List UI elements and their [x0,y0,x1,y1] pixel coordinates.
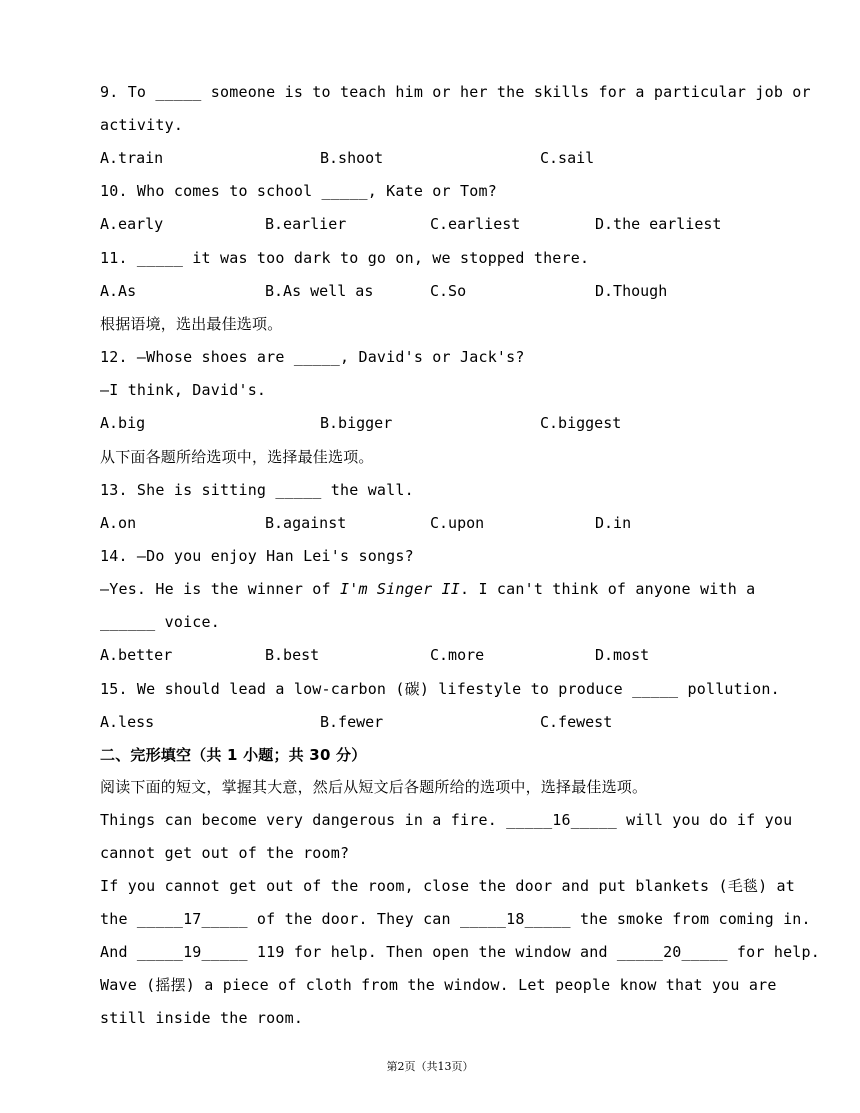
q15-option-a: A.less [100,713,155,731]
passage-p2-line3: And _____19_____ 119 for help. Then open the window and _____20_____ for help. [100,943,820,961]
passage-p2-line4: Wave (摇摆) a piece of cloth from the window. Let people know that you are [100,976,777,994]
q9-option-a: A.train [100,149,164,167]
q9-option-b: B.shoot [320,149,384,167]
q12-option-a: A.big [100,414,146,432]
q15-stem: 15. We should lead a low-carbon (碳) lifestyle to produce _____ pollution. [100,680,780,698]
q11-option-b: B.As well as [265,282,374,300]
q14-option-a: A.better [100,646,173,664]
page-footer: 第2页（共13页） [386,1060,474,1073]
q14-answer-line3: ______ voice. [100,613,220,631]
passage-p2-line5: still inside the room. [100,1009,304,1027]
q14-show-title: I'm Singer II [340,580,460,598]
q11-stem: 11. _____ it was too dark to go on, we stopped there. [100,249,590,267]
q11-option-a: A.As [100,282,137,300]
q15-option-b: B.fewer [320,713,384,731]
q11-option-c: C.So [430,282,467,300]
q13-option-b: B.against [265,514,347,532]
section2-heading: 二、完形填空（共 1 小题；共 30 分） [100,746,367,764]
q9-option-c: C.sail [540,149,595,167]
q14-answer-post: . I can't think of anyone with a [460,580,756,598]
q9-stem-line2: activity. [100,116,184,134]
passage-p2-line2: the _____17_____ of the door. They can _____18_____ the smoke from coming in. [100,910,811,928]
instruction-context: 根据语境，选出最佳选项。 [100,315,283,333]
q13-option-d: D.in [595,514,632,532]
q12-stem: 12. —Whose shoes are _____, David's or Jack's? [100,348,525,366]
q13-option-a: A.on [100,514,137,532]
q13-option-c: C.upon [430,514,485,532]
q14-option-b: B.best [265,646,320,664]
q15-option-c: C.fewest [540,713,613,731]
q9-stem-line1: 9. To _____ someone is to teach him or her the skills for a particular job or [100,83,811,101]
section2-instruction: 阅读下面的短文，掌握其大意，然后从短文后各题所给的选项中，选择最佳选项。 [100,778,648,796]
q12-option-c: C.biggest [540,414,622,432]
q10-stem: 10. Who comes to school _____, Kate or Tom? [100,182,497,200]
q14-answer-line [100,579,780,599]
passage-p2-line1: If you cannot get out of the room, close the door and put blankets (毛毯) at [100,877,796,895]
q10-option-b: B.earlier [265,215,347,233]
q10-option-c: C.earliest [430,215,521,233]
q12-answer: —I think, David's. [100,381,267,399]
q14-answer-pre: —Yes. He is the winner of [100,580,340,598]
q13-stem: 13. She is sitting _____ the wall. [100,481,414,499]
q14-option-d: D.most [595,646,650,664]
q14-stem: 14. —Do you enjoy Han Lei's songs? [100,547,414,565]
q11-option-d: D.Though [595,282,668,300]
passage-p1-line1: Things can become very dangerous in a fire. _____16_____ will you do if you [100,811,793,829]
instruction-choose: 从下面各题所给选项中，选择最佳选项。 [100,448,374,466]
passage-p1-line2: cannot get out of the room? [100,844,350,862]
q10-option-d: D.the earliest [595,215,722,233]
q10-option-a: A.early [100,215,164,233]
q12-option-b: B.bigger [320,414,393,432]
q14-option-c: C.more [430,646,485,664]
